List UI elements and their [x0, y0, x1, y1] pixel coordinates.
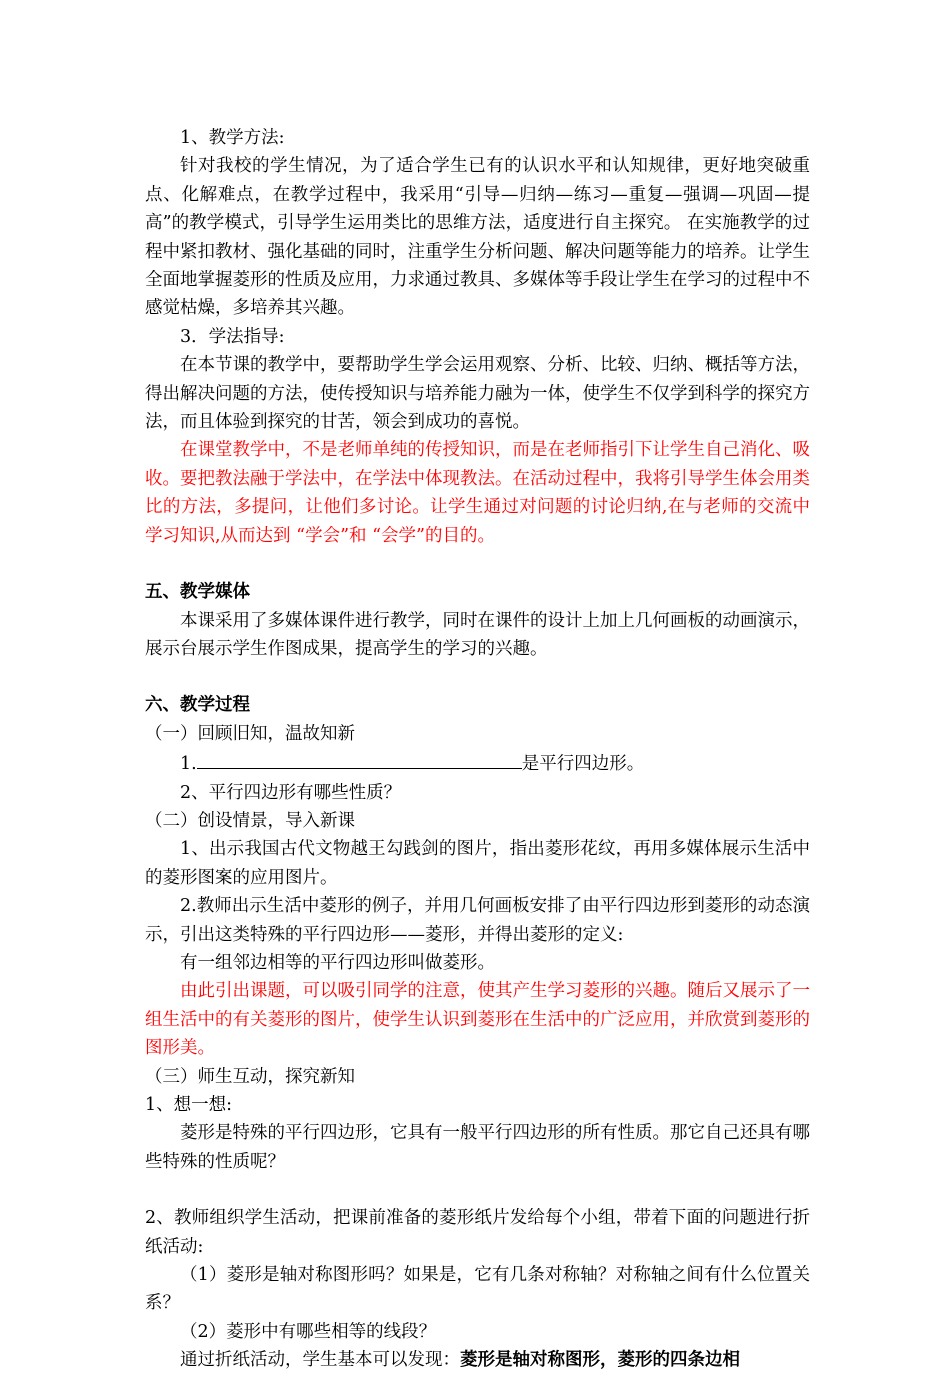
- spacer: [145, 663, 810, 691]
- review-question-1-number: 1.: [180, 754, 197, 775]
- rhombus-definition: 有一组邻边相等的平行四边形叫做菱形。: [180, 952, 495, 973]
- learning-method-red-paragraph: 在课堂教学中，不是老师单纯的传授知识，而是在老师指引下让学生自己消化、吸收。要把教法融于学法中，在学法中体现教法。在活动过程中，我将引导学生体会用类比的方法，多提问，让他们多讨论。让学生通过对问题的讨论归纳,在与老师的交流中学习知识,从而达到 “学会”和 “会学”的目的。: [145, 440, 810, 546]
- review-question-2: 2、平行四边形有哪些性质？: [180, 782, 402, 803]
- part3-title: （三）师生互动，探究新知: [145, 1066, 355, 1087]
- learning-method-title: 3．学法指导:: [180, 326, 285, 347]
- review-question-1: [145, 748, 810, 778]
- media-paragraph: 本课采用了多媒体课件进行教学，同时在课件的设计上加上几何画板的动画演示，展示台展示学生作图成果，提高学生的学习的兴趣。: [145, 610, 810, 659]
- activity-conclusion-text: 通过折纸活动，学生基本可以发现：: [180, 1350, 460, 1371]
- review-question-1-suffix: 是平行四边形。: [521, 754, 645, 775]
- media-heading: 五、教学媒体: [145, 582, 250, 603]
- part2-title: （二）创设情景，导入新课: [145, 810, 355, 831]
- think-paragraph: 菱形是特殊的平行四边形，它具有一般平行四边形的所有性质。那它自己还具有哪些特殊的性质呢？: [145, 1123, 810, 1172]
- activity-question-2: （2）菱形中有哪些相等的线段？: [180, 1321, 437, 1342]
- fill-in-blank: [197, 748, 522, 769]
- spacer: [145, 1176, 810, 1204]
- process-heading: 六、教学过程: [145, 695, 250, 716]
- think-title: 1、想一想:: [145, 1095, 233, 1115]
- teaching-method-title: 1、教学方法:: [180, 128, 285, 148]
- scenario-red-paragraph: 由此引出课题，可以吸引同学的注意，使其产生学习菱形的兴趣。随后又展示了一组生活中的有关菱形的图片，使学生认识到菱形在生活中的广泛应用，并欣赏到菱形的图形美。: [145, 981, 810, 1059]
- part1-title: （一）回顾旧知，温故知新: [145, 723, 355, 744]
- activity-intro: 2、教师组织学生活动，把课前准备的菱形纸片发给每个小组，带着下面的问题进行折纸活动:: [145, 1208, 810, 1257]
- activity-conclusion-bold: 菱形是轴对称图形，菱形的四条边相: [460, 1350, 740, 1371]
- spacer: [145, 550, 810, 578]
- teaching-method-paragraph: 针对我校的学生情况，为了适合学生已有的认识水平和认知规律，更好地突破重点、化解难点，在教学过程中，我采用“引导—归纳—练习—重复—强调—巩固—提高”的教学模式，引导学生运用类比的思维方法，适度进行自主探究。 在实施教学的过程中紧扣教材、强化基础的同时，注重学生分析问题、解决问题等能力的培养。让学生全面地掌握菱形的性质及应用，力求通过教具、多媒体等手段让学生在学习的过程中不感觉枯燥，多培养其兴趣。: [145, 156, 810, 319]
- learning-method-paragraph: 在本节课的教学中，要帮助学生学会运用观察、分析、比较、归纳、概括等方法，得出解决问题的方法，使传授知识与培养能力融为一体，使学生不仅学到科学的探究方法，而且体验到探究的甘苦，领会到成功的喜悦。: [145, 355, 810, 433]
- scenario-item-2: 2.教师出示生活中菱形的例子，并用几何画板安排了由平行四边形到菱形的动态演示，引出这类特殊的平行四边形——菱形，并得出菱形的定义:: [145, 896, 810, 945]
- scenario-item-1: 1、出示我国古代文物越王勾践剑的图片，指出菱形花纹，再用多媒体展示生活中的菱形图案的应用图片。: [145, 839, 810, 888]
- document-content: [145, 124, 810, 1375]
- activity-conclusion: [145, 1346, 810, 1374]
- activity-question-1: （1）菱形是轴对称图形吗？如果是，它有几条对称轴？对称轴之间有什么位置关系？: [145, 1265, 810, 1314]
